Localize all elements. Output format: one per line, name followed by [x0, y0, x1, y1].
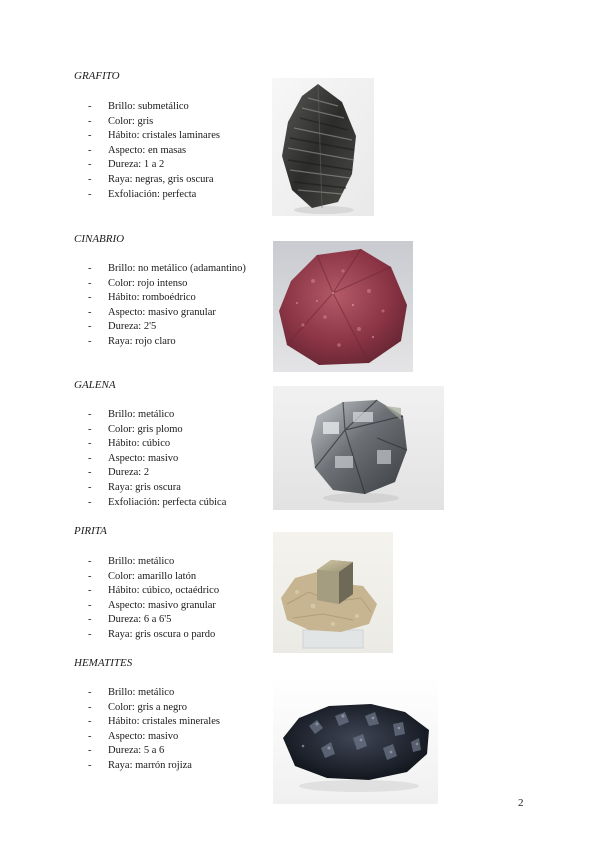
property-text: Hábito: romboédrico	[108, 292, 196, 304]
mineral-title: PIRITA	[74, 525, 107, 537]
list-item: - Brillo: no metálico (adamantino)	[88, 263, 246, 274]
property-text: Raya: marrón rojiza	[108, 759, 192, 771]
property-text: Raya: negras, gris oscura	[108, 173, 214, 185]
property-text: Raya: gris oscura o pardo	[108, 628, 216, 640]
list-item: - Brillo: metálico	[88, 687, 175, 698]
property-text: Dureza: 5 a 6	[108, 745, 165, 757]
graphite-specimen-icon	[272, 78, 374, 216]
property-text: Color: gris	[108, 115, 154, 127]
property-text: Color: rojo intenso	[108, 277, 188, 289]
property-text: Dureza: 2	[108, 467, 150, 479]
property-text: Hábito: cúbico	[108, 438, 171, 450]
list-item: - Dureza: 6 a 6'5	[88, 614, 172, 626]
property-text: Aspecto: masivo granular	[108, 306, 216, 318]
galena-specimen-icon	[273, 386, 444, 510]
property-list	[88, 555, 219, 643]
list-item: - Hábito: cristales laminares	[88, 130, 220, 142]
property-text: Aspecto: masivo granular	[108, 599, 216, 611]
list-item: - Brillo: metálico	[88, 556, 175, 567]
list-item: - Color: amarillo latón	[88, 570, 197, 582]
list-item: - Raya: marrón rojiza	[88, 759, 192, 771]
list-item: - Color: gris a negro	[88, 701, 188, 713]
property-text: Brillo: metálico	[108, 556, 175, 567]
list-item: - Dureza: 2	[88, 467, 150, 479]
property-text: Color: gris plomo	[108, 423, 183, 435]
property-text: Brillo: submetálico	[108, 101, 189, 112]
mineral-title: CINABRIO	[74, 233, 125, 245]
property-list	[88, 262, 246, 350]
list-item: - Aspecto: en masas	[88, 144, 187, 156]
pyrite-specimen-icon	[273, 532, 393, 653]
property-text: Color: gris a negro	[108, 701, 188, 713]
mineral-title: HEMATITES	[74, 657, 133, 669]
list-item: - Exfoliación: perfecta cúbica	[88, 496, 227, 508]
list-item: - Raya: negras, gris oscura	[88, 173, 214, 185]
property-text: Hábito: cristales laminares	[108, 130, 220, 142]
property-text: Brillo: metálico	[108, 409, 175, 420]
list-item: - Raya: gris oscura	[88, 481, 181, 493]
list-item: - Color: rojo intenso	[88, 277, 188, 289]
mineral-title: GALENA	[74, 379, 116, 391]
list-item: - Hábito: romboédrico	[88, 292, 196, 304]
property-text: Brillo: no metálico (adamantino)	[108, 263, 246, 274]
property-text: Raya: rojo claro	[108, 335, 176, 347]
list-item: - Dureza: 1 a 2	[88, 159, 165, 171]
list-item: - Brillo: metálico	[88, 409, 175, 420]
list-item: - Aspecto: masivo granular	[88, 599, 216, 611]
property-list	[88, 408, 226, 510]
property-text: Raya: gris oscura	[108, 481, 181, 493]
list-item: - Color: gris plomo	[88, 423, 183, 435]
list-item: - Aspecto: masivo	[88, 730, 179, 742]
list-item: - Dureza: 2'5	[88, 321, 157, 333]
property-text: Exfoliación: perfecta	[108, 188, 197, 200]
hematite-specimen-icon	[273, 676, 438, 804]
property-text: Hábito: cúbico, octaédrico	[108, 585, 220, 597]
list-item: - Raya: rojo claro	[88, 335, 176, 347]
list-item: - Raya: gris oscura o pardo	[88, 628, 216, 640]
list-item: - Color: gris	[88, 115, 154, 127]
list-item: - Hábito: cúbico	[88, 438, 171, 450]
list-item: - Brillo: submetálico	[88, 101, 189, 112]
property-text: Dureza: 6 a 6'5	[108, 614, 172, 626]
list-item: - Aspecto: masivo granular	[88, 306, 216, 318]
property-text: Aspecto: masivo	[108, 730, 179, 742]
property-text: Dureza: 2'5	[108, 321, 157, 333]
mineral-title: GRAFITO	[74, 70, 120, 82]
cinnabar-specimen-icon	[273, 241, 413, 372]
property-text: Hábito: cristales minerales	[108, 716, 220, 728]
property-text: Aspecto: en masas	[108, 144, 187, 156]
list-item: - Dureza: 5 a 6	[88, 745, 165, 757]
list-item: - Hábito: cristales minerales	[88, 716, 220, 728]
list-item: - Exfoliación: perfecta	[88, 188, 197, 200]
property-list	[88, 100, 220, 202]
page-number: 2	[518, 797, 524, 809]
property-list	[88, 686, 220, 774]
property-text: Color: amarillo latón	[108, 570, 197, 582]
property-text: Aspecto: masivo	[108, 452, 179, 464]
property-text: Brillo: metálico	[108, 687, 175, 698]
property-text: Exfoliación: perfecta cúbica	[108, 496, 227, 508]
property-text: Dureza: 1 a 2	[108, 159, 165, 171]
list-item: - Hábito: cúbico, octaédrico	[88, 585, 220, 597]
list-item: - Aspecto: masivo	[88, 452, 179, 464]
